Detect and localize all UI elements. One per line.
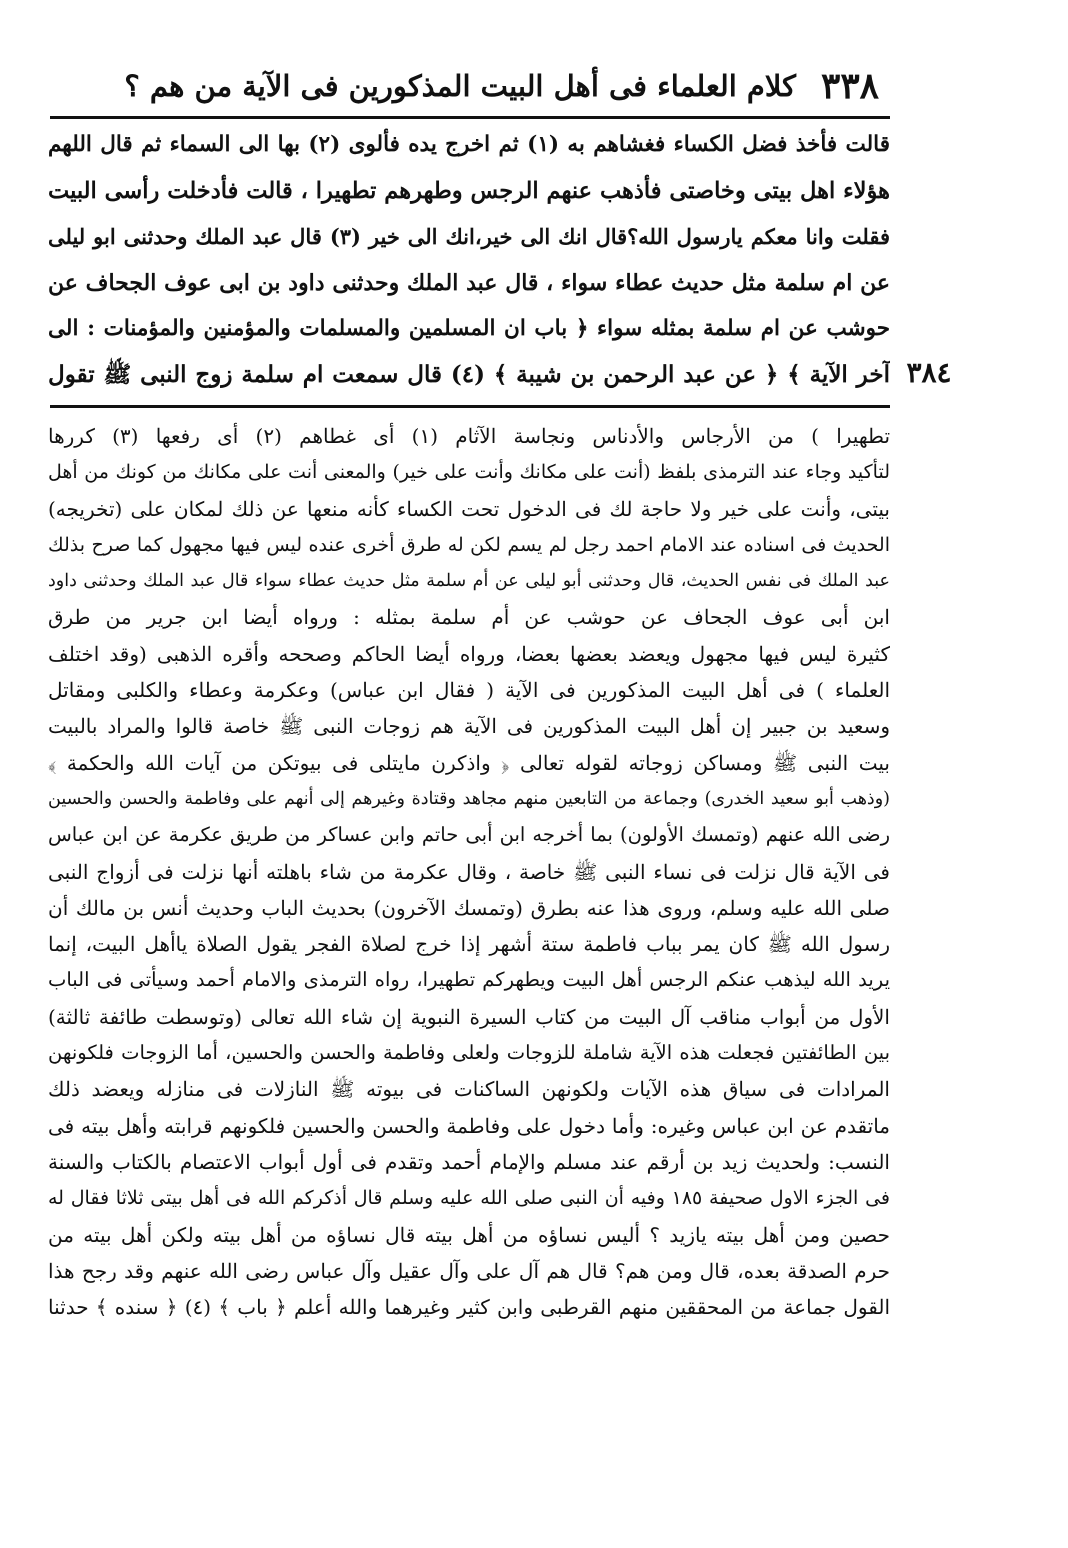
commentary-line: تطهيرا ) من الأرجاس والأدناس ونجاسة الآثام (١) أى غطاهم (٢) أى رفعها (٣) كررها <box>48 424 890 448</box>
commentary-text <box>48 418 890 1325</box>
commentary-line: بيتى، وأنت على خير ولا حاجة لك فى الدخول تحت الكساء كأنه منعها عن ذلك لمكان على (تخريجه) <box>48 496 890 521</box>
hadith-line: هؤلاء اهل بيتى وخاصتى فأذهب عنهم الرجس وطهرهم تطهيرا ، قالت فأدخلت رأسى البيت <box>48 178 890 204</box>
commentary-line: النسب: ولحديث زيد بن أرقم عند مسلم والإمام أحمد وتقدم فى أول أبواب الاعتصام بالكتاب والسنة <box>48 1149 890 1174</box>
page-number: ٣٣٨ <box>820 65 879 107</box>
commentary-line: ابن أبى عوف الجحاف عن حوشب عن أم سلمة بمثله : ورواه أيضا ابن جرير من طرق <box>48 605 890 630</box>
hadith-text <box>48 122 890 398</box>
commentary-line: الحديث فى اسناده عند الامام احمد رجل لم يسم لكن له طرق أخرى عنده ليس فيها مجهول كما صرح بذلك <box>48 533 890 556</box>
hadith-number: ٣٨٤ <box>906 356 952 389</box>
commentary-line: رضى الله عنهم (وتمسك الأولون) بما أخرجه ابن أبى حاتم وابن عساكر من طريق عكرمة عن ابن عباس <box>48 823 890 847</box>
commentary-line: فى الآية قال نزلت فى نساء النبى ﷺ خاصة ، وقال عكرمة من شاء باهلته أنها نزلت فى أزواج النبى <box>48 859 890 884</box>
commentary-line: ماتقدم عن ابن عباس وغيره: وأما دخول على وفاطمة والحسن والحسين فلكونهم قرابته وأهل بيته فى <box>48 1113 890 1138</box>
commentary-line: العلماء ) فى أهل البيت المذكورين فى الآية ( فقال ابن عباس) وعكرمة وعطاء والكلبى ومقاتل <box>48 678 890 703</box>
commentary-line: عبد الملك فى نفس الحديث، قال وحدثنى أبو ليلى عن أم سلمة مثل حديث عطاء سواء قال عبد الملك وحدثنى داود <box>48 571 890 592</box>
commentary-line: صلى الله عليه وسلم، وروى هذا عنه بطرق (وتمسك الآخرون) بحديث الباب وحديث أنس بن مالك أن <box>48 895 890 920</box>
hadith-line: عن ام سلمة مثل حديث عطاء سواء ، قال عبد الملك وحدثنى داود بن ابى عوف الجحاف عن <box>48 270 890 296</box>
commentary-line: وسعيد بن جبير إن أهل البيت المذكورين فى الآية هم زوجات النبى ﷺ خاصة قالوا والمراد بالبيت <box>48 714 890 739</box>
commentary-line: حصين ومن أهل بيته يازيد ؟ أليس نساؤه من أهل بيته قال نساؤه من أهل بيته ولكن أهل بيته من <box>48 1222 890 1247</box>
header-rule <box>50 116 890 119</box>
commentary-line: رسول الله ﷺ كان يمر بباب فاطمة ستة أشهر إذا خرج لصلاة الفجر يقول الصلاة ياأهل البيت، إنما <box>48 932 890 957</box>
running-header-title: كلام العلماء فى أهل البيت المذكورين فى الآية من هم ؟ <box>124 69 796 103</box>
commentary-line: بيت النبى ﷺ ومساكن زوجاته لقوله تعالى ﴿ واذكرن مايتلى فى بيوتكن من آيات الله والحكمة ﴾ <box>48 750 890 775</box>
commentary-line: كثيرة ليس فيها مجهول ويعضد بعضها بعضا، ورواه أيضا الحاكم وصححه وأقره الذهبى (وقد اختلف <box>48 641 890 666</box>
commentary-line: بين الطائفتين فجعلت هذه الآية شاملة للزوجات ولعلى وفاطمة والحسن والحسين، أما الزوجات فلكونهن <box>48 1041 890 1065</box>
hadith-line: حوشب عن ام سلمة بمثله سواء ﴿ باب ان المسلمين والمسلمات والمؤمنين والمؤمنات : الى <box>48 316 890 341</box>
hadith-line: آخر الآية ﴾ ﴿ عن عبد الرحمن بن شيبة ﴾ (٤) قال سمعت ام سلمة زوج النبى ﷺ تقول <box>48 361 890 388</box>
hadith-line: قالت فأخذ فضل الكساء فغشاهم به (١) ثم اخرج يده فألوى (٢) بها الى السماء ثم قال اللهم <box>48 132 890 157</box>
commentary-line: يريد الله ليذهب عنكم الرجس أهل البيت ويطهركم تطهيرا، رواه الترمذى والامام أحمد وسيأتى فى الباب <box>48 968 890 992</box>
commentary-line: المرادات فى سياق هذه الآيات ولكونهن الساكنات فى بيوته ﷺ النازلات فى منازله ويعضد ذلك <box>48 1077 890 1102</box>
commentary-line: حرم الصدقة بعده، قال ومن هم؟ قال هم آل على وآل عقيل وآل عباس رضى الله عنهم وقد رجح هذا <box>48 1258 890 1283</box>
hadith-line: فقلت وانا معكم يارسول الله؟قال انك الى خير،انك الى خير (٣) قال عبد الملك وحدثنى ابو ليلى <box>48 224 890 249</box>
commentary-line: (وذهب أبو سعيد الخدرى) وجماعة من التابعين منهم مجاهد وقتادة وغيرهم إلى أنهم على وفاطمة والحسن والحسين <box>48 788 890 809</box>
commentary-line: فى الجزء الاول صحيفة ١٨٥ وفيه أن النبى صلى الله عليه وسلم قال أذكركم الله فى أهل بيتى ثلاثا فقال له <box>48 1187 890 1210</box>
commentary-line: الأول من أبواب مناقب آل البيت من كتاب السيرة النبوية إن شاء الله تعالى (وتوسطت طائفة ثالثة) <box>48 1004 890 1029</box>
commentary-line: لتأكيد وجاء عند الترمذى بلفظ (أنت على مكانك وأنت على خير) والمعنى أنت على مكانك من كونك من أهل <box>48 461 890 484</box>
section-rule <box>50 405 890 408</box>
commentary-line: القول جماعة من المحققين منهم القرطبى وابن كثير وغيرهما والله أعلم ﴿ باب ﴾ (٤) ﴿ سنده ﴾ حدثنا <box>48 1295 890 1320</box>
